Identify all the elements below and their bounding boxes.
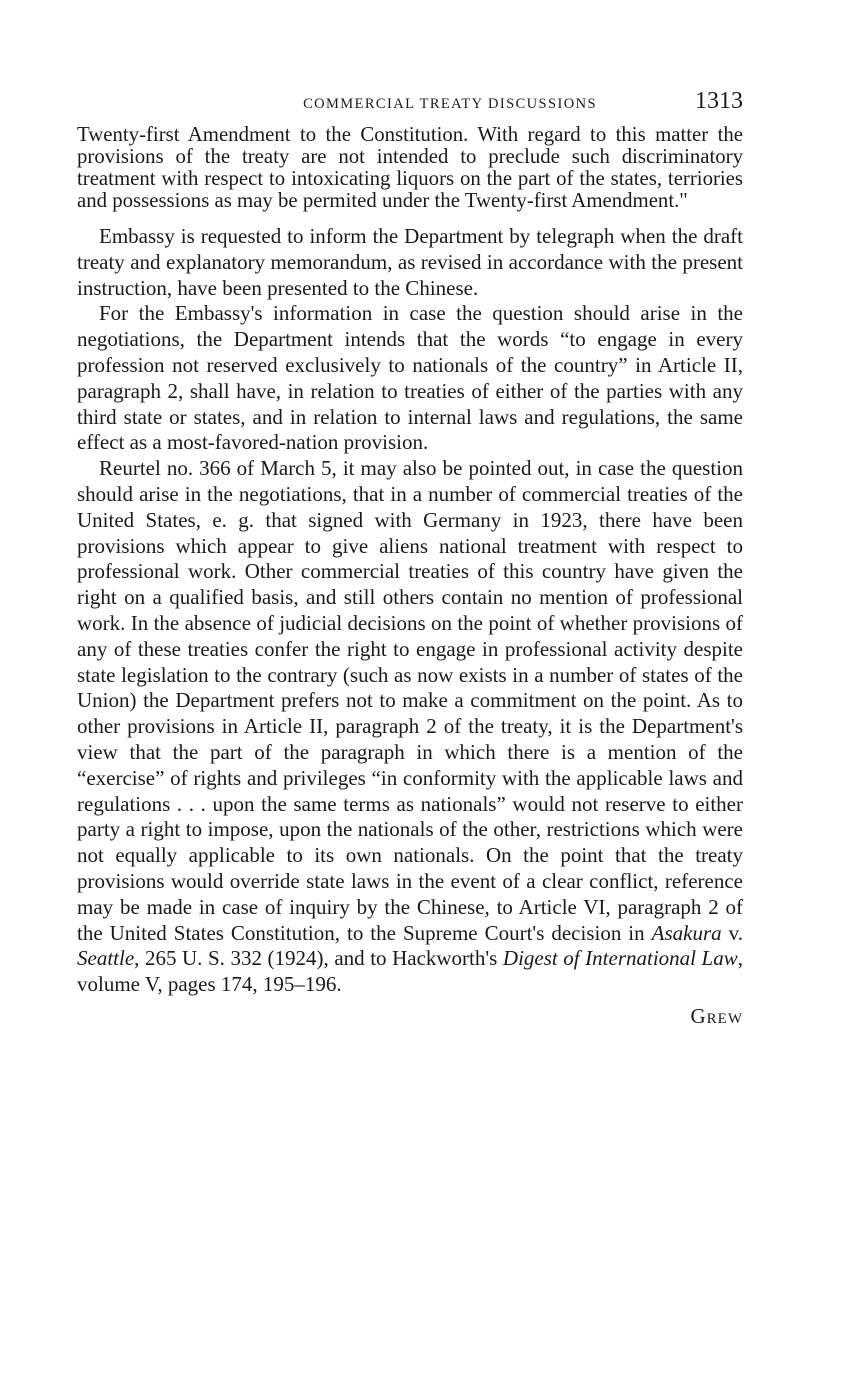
digest-title: Digest of International Law — [502, 946, 738, 971]
paragraph-reurtel-text-1: Reurtel no. 366 of March 5, it may also be pointed out, in case the question should arise in the negotiations, that in a number of commercial treaties of the United States, e. g. that signed with Germany in 1923, there have been provisions which appear to give aliens national treatment with respect to professional work. Other commercial treaties of this country have given the right on a qualified basis, and still others contain no mention of professional work. In the absence of judicial decisions on the point of whether provisions of any of these treaties confer the right to engage in professional activity despite state legislation to the contrary (such as now exists in a number of states of the Union) the Department prefers not to make a commitment on the point. As to other provisions in Article II, paragraph 2 of the treaty, it is the Department's view that the part of the paragraph in which there is a mention of the “exercise” of rights and privileges “in conformity with the applicable laws and regulations . . . upon the same terms as nationals” would not reserve to either party a right to impose, upon the nationals of the other, restrictions which were not equally applicable to its own nationals. On the point that the treaty provisions would override state laws in the event of a clear conflict, reference may be made in case of inquiry by the Chinese, to Article VI, paragraph 2 of the United States Constitution, to the Supreme Court's decision in — [77, 456, 743, 945]
signature: Grew — [690, 1003, 743, 1028]
page-header — [77, 88, 743, 122]
paragraph-embassy-request: Embassy is requested to inform the Department by telegraph when the draft treaty and explanatory memorandum, as revised in accordance with the present instruction, have been presented to the Chinese. — [77, 224, 743, 300]
document-page — [77, 88, 743, 1029]
quoted-text-block: Twenty-first Amendment to the Constitution. With regard to this matter the provisions of the treaty are not intended to preclude such discriminatory treatment with respect to intoxicating liquors on the part of the states, terriories and possessions as may be permited under the Twenty-first Amendment." — [77, 123, 743, 212]
running-head: COMMERCIAL TREATY DISCUSSIONS — [303, 96, 597, 112]
paragraph-reurtel-text-3: , volume V, pages 174, 195–196. — [77, 946, 743, 997]
page-number: 1313 — [695, 88, 743, 114]
paragraph-reurtel — [77, 456, 743, 998]
case-name-plaintiff: Asakura — [651, 920, 722, 945]
case-versus: v. — [721, 920, 743, 945]
paragraph-reurtel-text-2: , 265 U. S. 332 (1924), and to Hackworth's — [134, 946, 503, 971]
paragraph-embassy-information: For the Embassy's information in case the question should arise in the negotiations, the Department intends that the words “to engage in every profession not reserved exclusively to nationals of the country” in Article II, paragraph 2, shall have, in relation to treaties of either of the parties with any third state or states, and in relation to internal laws and regulations, the same effect as a most-favored-nation provision. — [77, 301, 743, 455]
body-text — [77, 224, 743, 998]
case-name-defendant: Seattle — [77, 946, 135, 971]
